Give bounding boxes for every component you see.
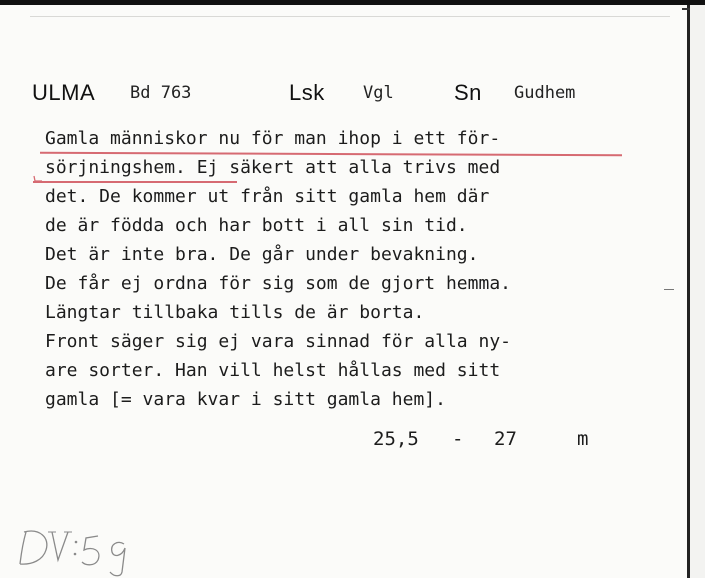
measure-unit: m	[577, 428, 589, 450]
body-line: sörjningshem. Ej säkert att alla trivs med	[45, 157, 501, 178]
margin-pencil-dash	[664, 289, 674, 290]
landskap-label: Lsk	[289, 80, 325, 105]
scan-top-edge	[0, 0, 705, 5]
body-line: Det är inte bra. De går under bevakning.	[45, 244, 479, 265]
body-line: det. De kommer ut från sitt gamla hem där	[45, 186, 490, 207]
socken-value: Gudhem	[514, 83, 576, 103]
body-line: are sorter. Han vill helst hållas med sitt	[45, 360, 501, 381]
record-number: Bd 763	[130, 83, 192, 103]
typed-body-text	[45, 124, 675, 414]
landskap-value: Vgl	[363, 83, 394, 103]
measure-value-end: 27	[494, 428, 517, 450]
archive-code: ULMA	[32, 80, 96, 105]
edge-tick-mark	[682, 8, 690, 10]
body-line: Längtar tillbaka tills de är borta.	[45, 302, 425, 323]
handwritten-signature-note	[18, 520, 148, 578]
body-line: gamla [= vara kvar i sitt gamla hem].	[45, 389, 446, 410]
measure-dash: -	[452, 428, 464, 450]
red-underline-hook	[33, 172, 43, 182]
scan-right-margin	[690, 5, 705, 578]
socken-label: Sn	[454, 80, 482, 105]
body-line: De får ej ordna för sig som de gjort hemma.	[45, 273, 511, 294]
measure-value-start: 25,5	[373, 428, 419, 450]
faint-show-through-line	[30, 16, 670, 17]
card-header	[0, 78, 690, 108]
body-line: Gamla människor nu för man ihop i ett för-	[45, 128, 501, 149]
body-line: Front säger sig ej vara sinnad för alla ny-	[45, 331, 511, 352]
body-line: de är födda och har bott i all sin tid.	[45, 215, 468, 236]
